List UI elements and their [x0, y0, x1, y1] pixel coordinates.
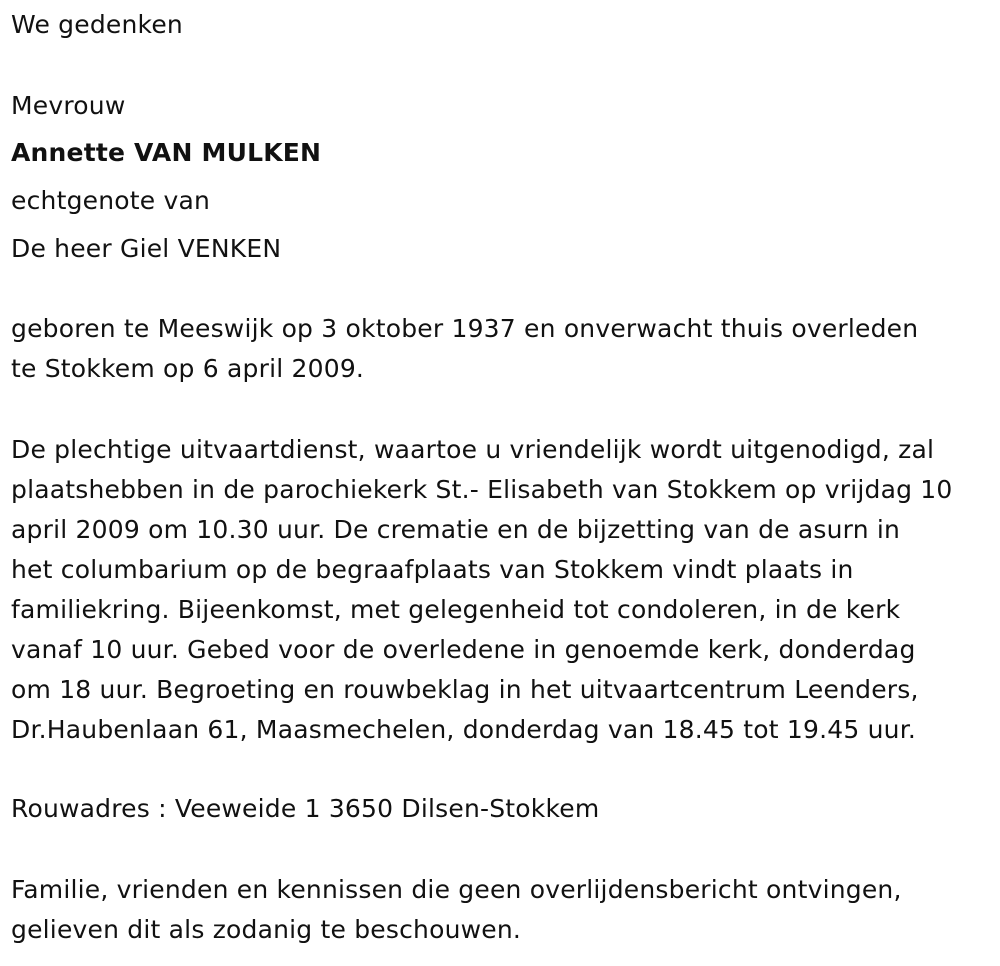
birth-death-line: geboren te Meeswijk op 3 oktober 1937 en onverwacht thuis overleden	[11, 314, 919, 343]
service-line: De plechtige uitvaartdienst, waartoe u vriendelijk wordt uitgenodigd, zal	[11, 435, 935, 464]
birth-death-line: te Stokkem op 6 april 2009.	[11, 354, 365, 383]
salutation: Mevrouw	[11, 91, 126, 120]
service-line: Dr.Haubenlaan 61, Maasmechelen, donderdag van 18.45 tot 19.45 uur.	[11, 715, 917, 744]
service-line: om 18 uur. Begroeting en rouwbeklag in het uitvaartcentrum Leenders,	[11, 675, 919, 704]
service-line: familiekring. Bijeenkomst, met gelegenheid tot condoleren, in de kerk	[11, 595, 901, 624]
intro-text: We gedenken	[11, 10, 183, 39]
relation-text: echtgenote van	[11, 186, 211, 215]
service-line: vanaf 10 uur. Gebed voor de overledene in genoemde kerk, donderdag	[11, 635, 916, 664]
deceased-name: Annette VAN MULKEN	[11, 138, 322, 167]
service-line: plaatshebben in de parochiekerk St.- Elisabeth van Stokkem op vrijdag 10	[11, 475, 953, 504]
mourning-address: Rouwadres : Veeweide 1 3650 Dilsen-Stokkem	[11, 794, 600, 823]
service-line: april 2009 om 10.30 uur. De crematie en de bijzetting van de asurn in	[11, 515, 901, 544]
closing-line: gelieven dit als zodanig te beschouwen.	[11, 915, 522, 944]
service-line: het columbarium op de begraafplaats van Stokkem vindt plaats in	[11, 555, 854, 584]
spouse-name: De heer Giel VENKEN	[11, 234, 282, 263]
closing-line: Familie, vrienden en kennissen die geen overlijdensbericht ontvingen,	[11, 875, 902, 904]
